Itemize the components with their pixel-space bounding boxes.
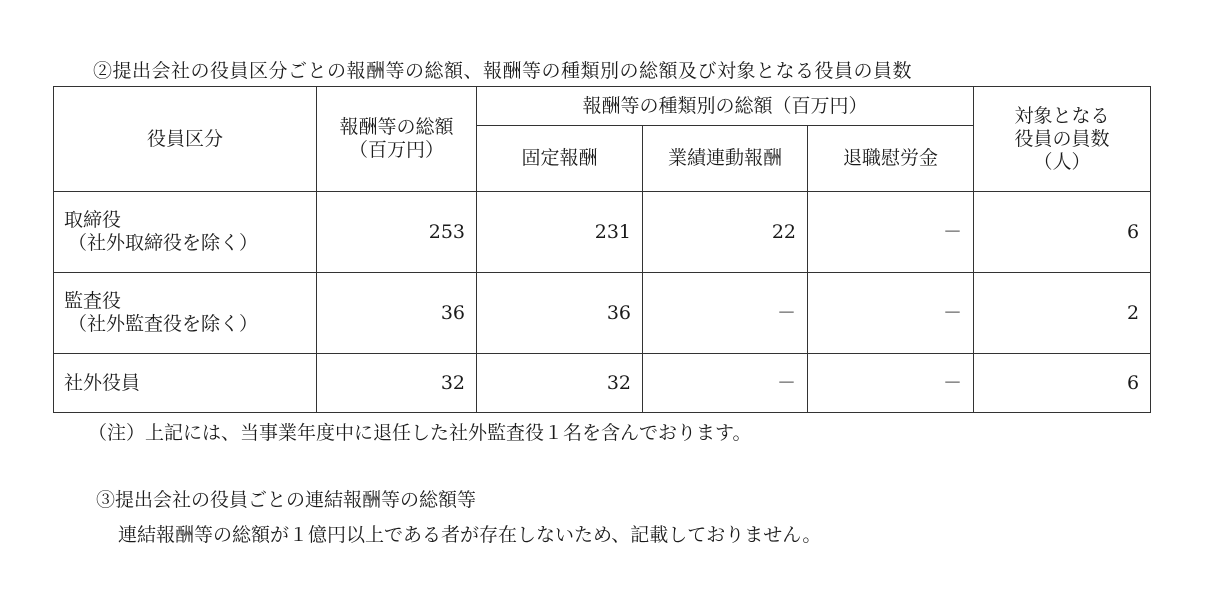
row-label-main: 監査役 bbox=[64, 290, 122, 312]
cell-performance: － bbox=[643, 354, 808, 413]
compensation-table bbox=[53, 86, 1151, 413]
cell-count: 2 bbox=[974, 273, 1151, 354]
cell-fixed: 32 bbox=[477, 354, 643, 413]
row-label-sub: （社外取締役を除く） bbox=[68, 232, 259, 254]
header-count-line3: （人） bbox=[1033, 150, 1091, 173]
table-row bbox=[54, 354, 1151, 413]
cell-performance: － bbox=[643, 273, 808, 354]
header-total bbox=[317, 87, 477, 192]
table-row bbox=[54, 273, 1151, 354]
row-label-sub: （社外監査役を除く） bbox=[68, 313, 259, 335]
table-footnote: （注）上記には、当事業年度中に退任した社外監査役１名を含んでおります。 bbox=[88, 422, 752, 444]
cell-count: 6 bbox=[974, 192, 1151, 273]
header-category: 役員区分 bbox=[54, 87, 317, 192]
header-count-line2: 役員の員数 bbox=[1014, 127, 1110, 150]
section-heading-consolidated-compensation: ③提出会社の役員ごとの連結報酬等の総額等 bbox=[96, 489, 477, 511]
header-performance: 業績連動報酬 bbox=[643, 126, 808, 192]
section-heading-compensation-by-category: ②提出会社の役員区分ごとの報酬等の総額、報酬等の種類別の総額及び対象となる役員の員数 bbox=[93, 60, 913, 82]
row-label bbox=[54, 273, 317, 354]
row-label bbox=[54, 192, 317, 273]
cell-total: 32 bbox=[317, 354, 477, 413]
row-label-main: 社外役員 bbox=[64, 371, 141, 394]
table-row bbox=[54, 192, 1151, 273]
row-label-main: 取締役 bbox=[64, 209, 122, 231]
cell-performance: 22 bbox=[643, 192, 808, 273]
cell-fixed: 231 bbox=[477, 192, 643, 273]
header-by-type: 報酬等の種類別の総額（百万円） bbox=[477, 87, 974, 126]
row-label bbox=[54, 354, 317, 413]
header-count bbox=[974, 87, 1151, 192]
header-row-1 bbox=[54, 87, 1151, 126]
header-total-line2: （百万円） bbox=[348, 139, 444, 161]
cell-total: 253 bbox=[317, 192, 477, 273]
cell-retirement: － bbox=[808, 192, 974, 273]
cell-count: 6 bbox=[974, 354, 1151, 413]
cell-retirement: － bbox=[808, 273, 974, 354]
cell-fixed: 36 bbox=[477, 273, 643, 354]
section-body-consolidated-compensation: 連結報酬等の総額が１億円以上である者が存在しないため、記載しておりません。 bbox=[118, 524, 822, 546]
cell-total: 36 bbox=[317, 273, 477, 354]
header-count-line1: 対象となる bbox=[1014, 104, 1110, 127]
cell-retirement: － bbox=[808, 354, 974, 413]
header-total-line1: 報酬等の総額 bbox=[339, 116, 454, 138]
header-retirement: 退職慰労金 bbox=[808, 126, 974, 192]
header-fixed: 固定報酬 bbox=[477, 126, 643, 192]
